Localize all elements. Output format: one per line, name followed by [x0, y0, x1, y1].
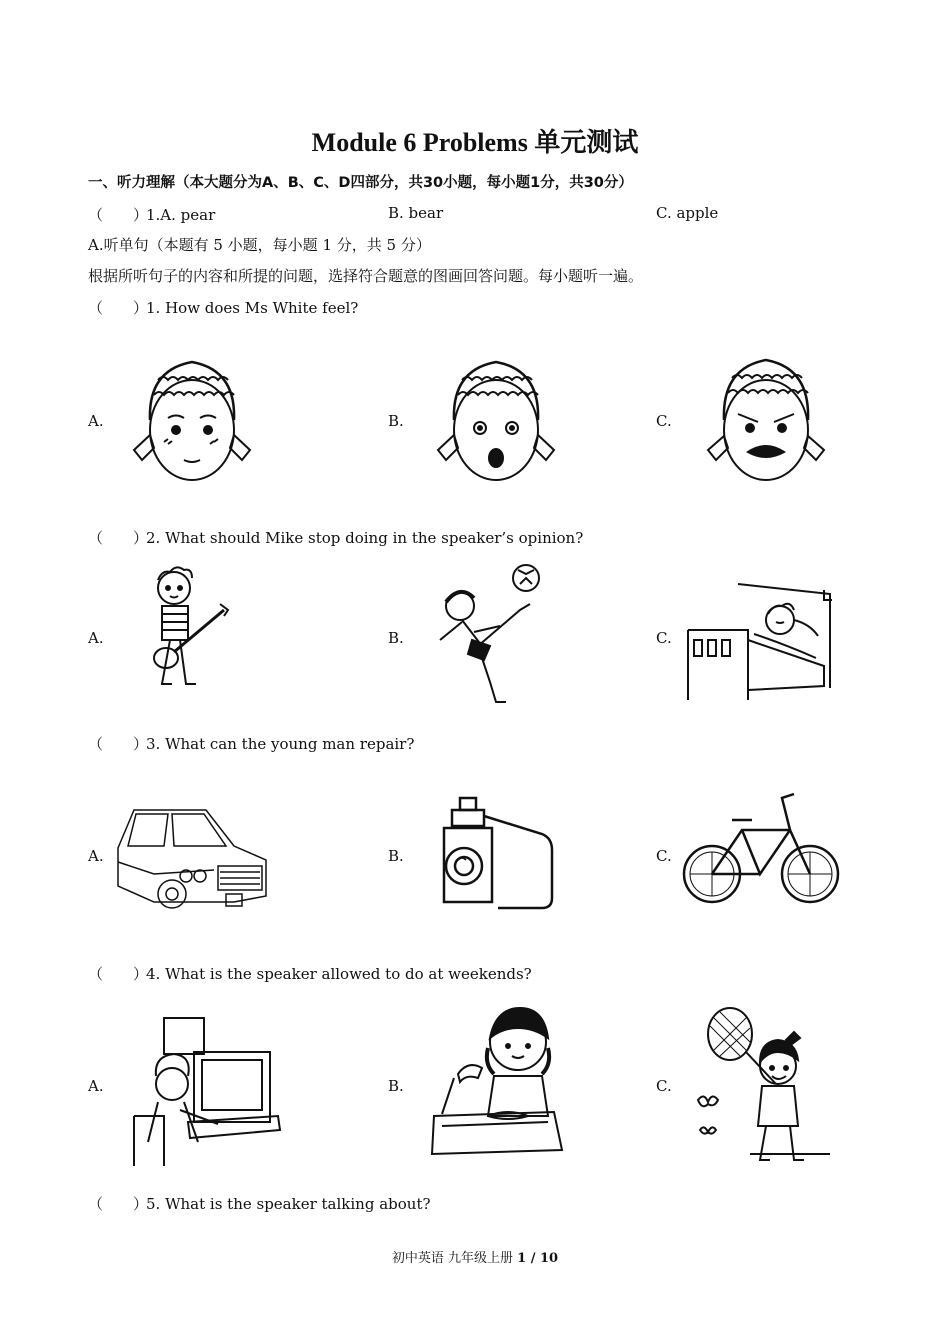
option-label-a: A.	[88, 847, 104, 865]
option-label-c: C.	[656, 412, 672, 430]
question-text: 2. What should Mike stop doing in the speaker’s opinion?	[146, 529, 584, 547]
page-footer	[0, 1247, 950, 1266]
option-label-a: A.	[88, 1077, 104, 1095]
girl-shy-face-icon	[128, 350, 258, 490]
footer-text: 初中英语 九年级上册	[391, 1251, 518, 1266]
boy-playing-guitar-icon	[140, 566, 235, 706]
option-label-a: A.	[88, 629, 104, 647]
question-text: 3. What can the young man repair?	[146, 735, 415, 753]
question-5	[88, 1193, 431, 1214]
question-1	[88, 297, 358, 318]
answer-paren: （ ）	[88, 1195, 149, 1213]
question-2	[88, 527, 583, 548]
answer-paren: （ ）	[88, 965, 149, 983]
boy-sleeping-in-bed-icon	[684, 580, 834, 705]
girl-surprised-face-icon	[432, 350, 562, 490]
bicycle-icon	[682, 790, 842, 918]
section-heading: 一、听力理解（本大题分为A、B、C、D四部分，共30小题，每小题1分，共30分）	[88, 175, 633, 191]
page-title: Module 6 Problems 单元测试	[311, 128, 639, 157]
question-text: 5. What is the speaker talking about?	[146, 1195, 431, 1213]
question-3	[88, 733, 414, 754]
option-label-a: A.	[88, 412, 104, 430]
sample-option-b: B. bear	[388, 204, 444, 222]
page-number: 1	[517, 1251, 527, 1266]
option-label-c: C.	[656, 847, 672, 865]
part-a-instruction: 根据所听句子的内容和所提的问题，选择符合题意的图画回答问题。每小题听一遍。	[88, 267, 644, 285]
sample-stem: 1.A. pear	[146, 206, 216, 224]
question-text: 1. How does Ms White feel?	[146, 299, 359, 317]
page-separator: /	[526, 1251, 541, 1266]
sample-option-c: C. apple	[656, 204, 719, 222]
option-label-c: C.	[656, 1077, 672, 1095]
option-label-b: B.	[388, 1077, 404, 1095]
option-label-b: B.	[388, 847, 404, 865]
answer-paren: （ ）	[88, 206, 149, 224]
answer-paren: （ ）	[88, 735, 149, 753]
girl-angry-face-icon	[700, 348, 834, 490]
girl-using-computer-icon	[128, 1012, 283, 1172]
answer-paren: （ ）	[88, 529, 149, 547]
car-icon	[114, 802, 274, 917]
page-total: 10	[540, 1251, 559, 1266]
question-4	[88, 963, 532, 984]
option-label-b: B.	[388, 412, 404, 430]
option-label-c: C.	[656, 629, 672, 647]
camera-icon	[438, 790, 558, 915]
question-text: 4. What is the speaker allowed to do at weekends?	[146, 965, 532, 983]
boy-kicking-football-icon	[430, 562, 545, 712]
sample-question	[88, 204, 215, 225]
answer-paren: （ ）	[88, 299, 149, 317]
girl-catching-butterflies-icon	[690, 1004, 835, 1169]
option-label-b: B.	[388, 629, 404, 647]
girl-reading-at-desk-icon	[428, 1004, 568, 1164]
part-a-title: A.听单句（本题有 5 小题，每小题 1 分，共 5 分）	[88, 236, 431, 254]
